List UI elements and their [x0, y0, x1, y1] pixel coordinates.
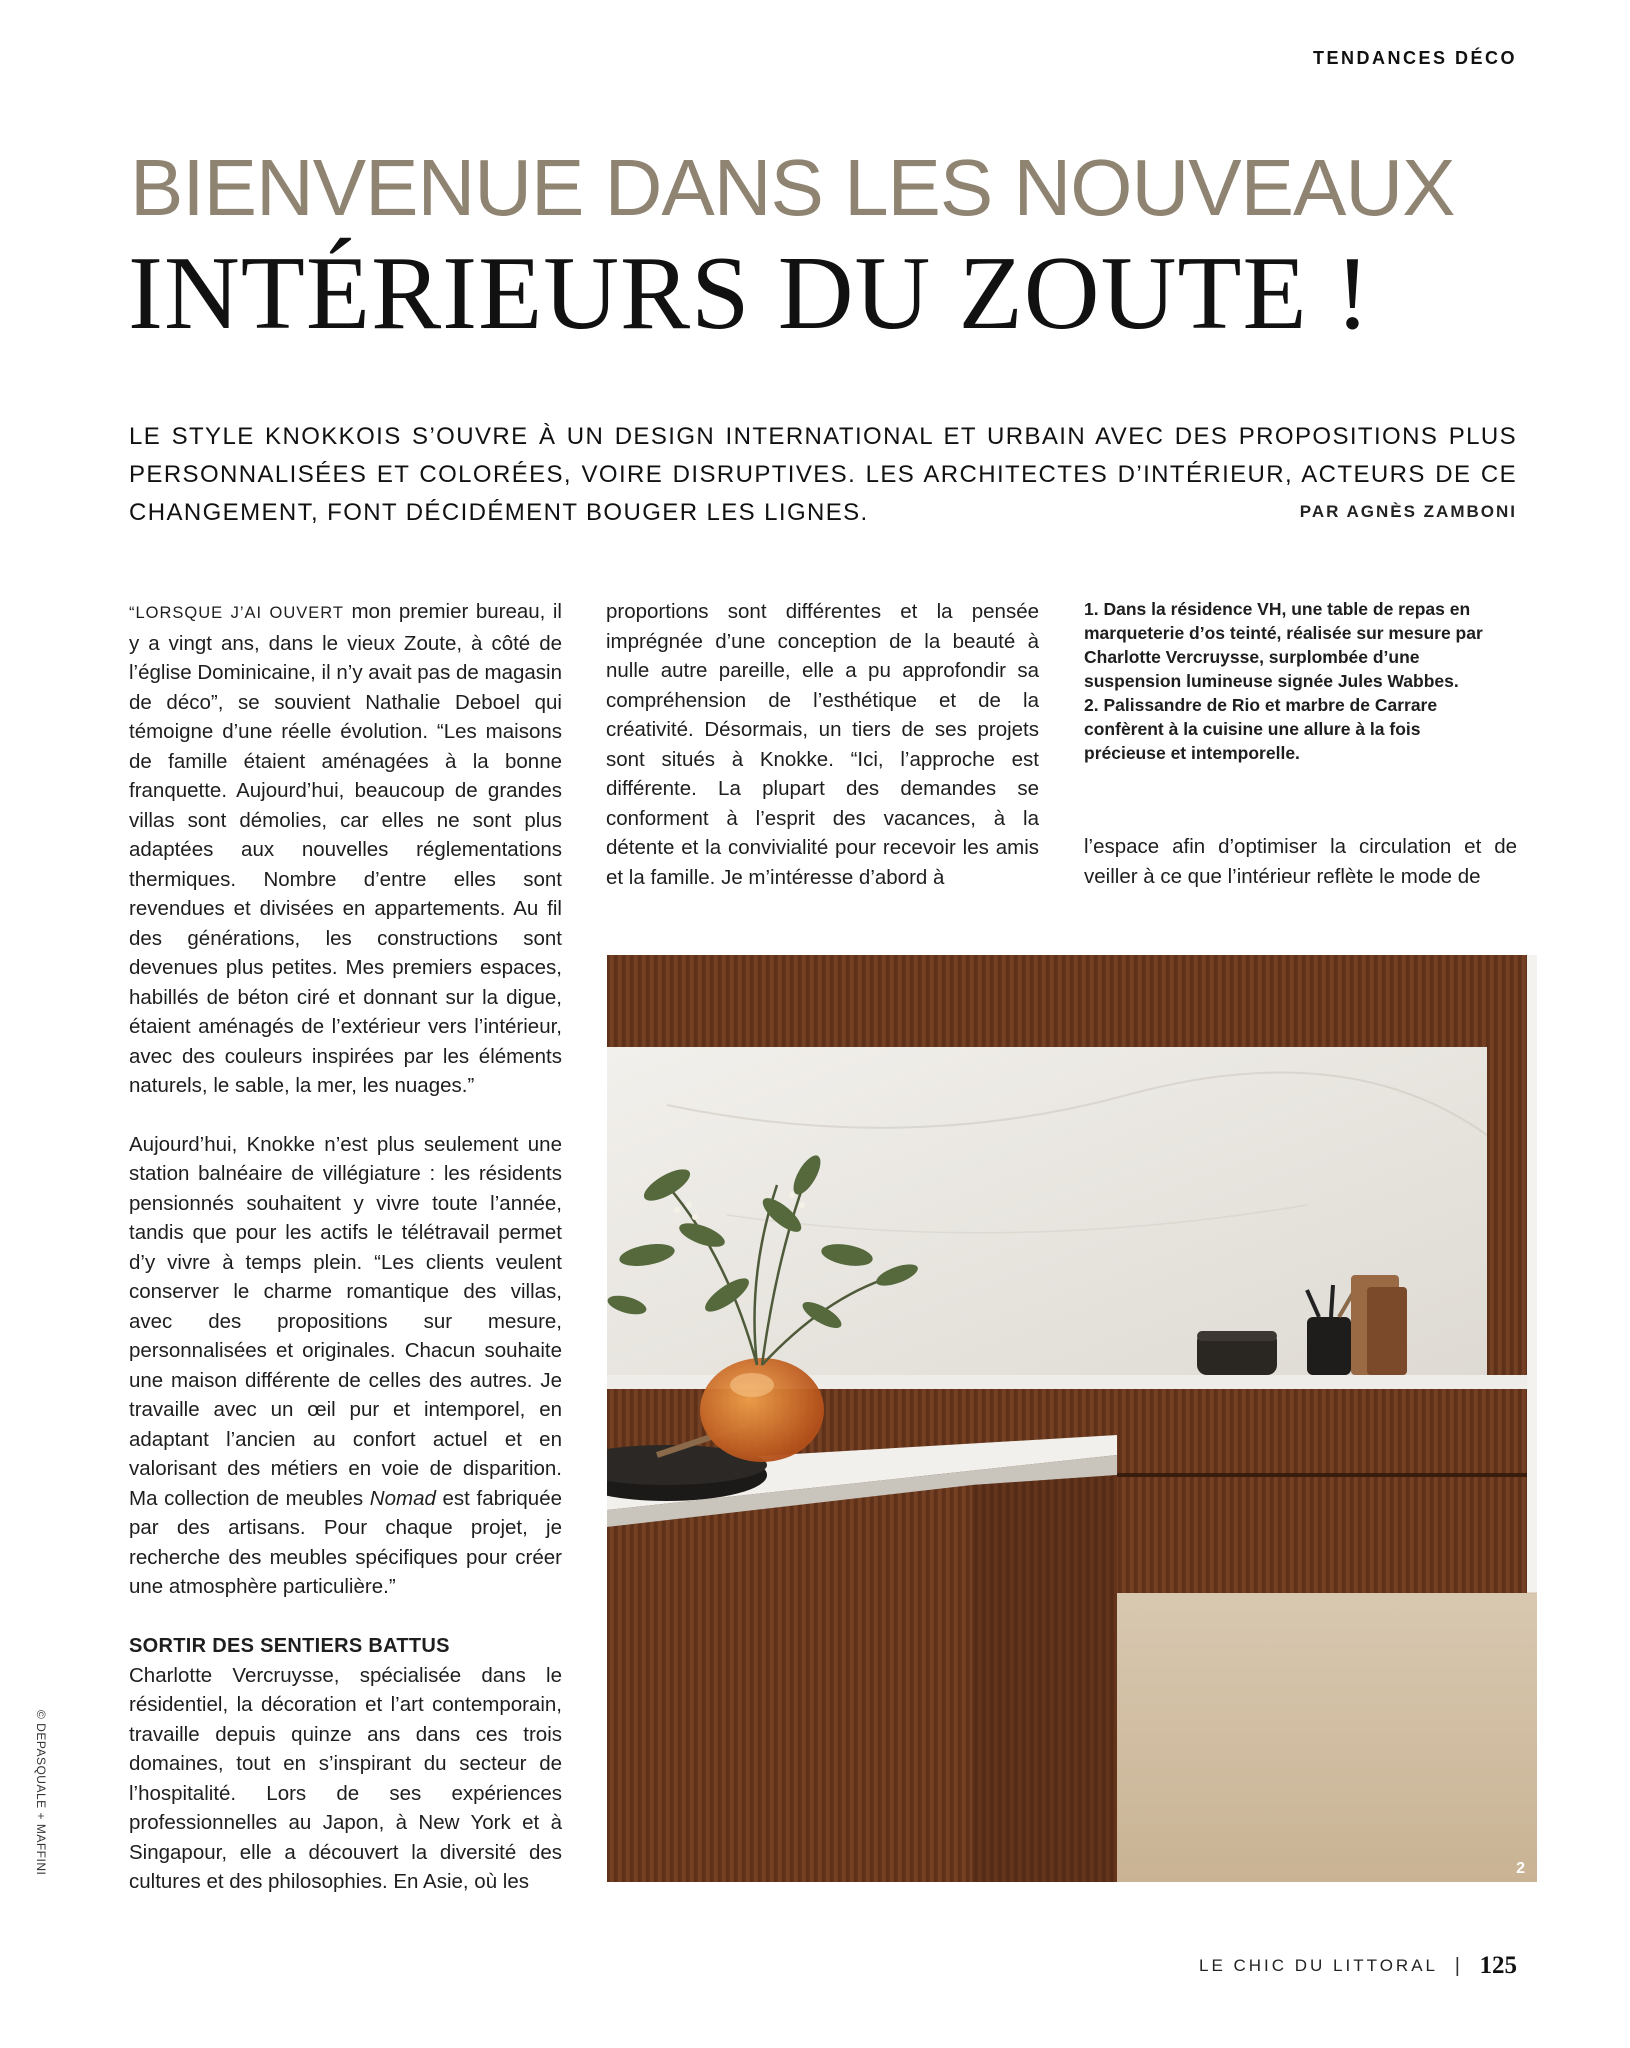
paragraph-text: est fabriquée par des artisans. Pour chaque projet, je recherche des meubles spécifiques pour créer une atmosphère particulière.”	[129, 1486, 562, 1598]
subheading: SORTIR DES SENTIERS BATTUS	[129, 1634, 450, 1657]
photo-number: 2	[1516, 1860, 1525, 1877]
kitchen-photo	[607, 955, 1537, 1882]
paragraph	[129, 1130, 562, 1602]
headline-line-2: INTÉRIEURS DU ZOUTE !	[128, 234, 1371, 351]
paragraph-text: mon premier bureau, il y a vingt ans, dans le vieux Zoute, à côté de l’église Dominicaine, il n’y avait pas de magasin de déco”, se souvient Nathalie Deboel qui témoigne d’une réelle évolution. “Les maisons de famille étaient aménagées à la bonne franquette. Aujourd’hui, beaucoup de grandes villas sont démolies, car elles ne sont plus adaptées aux nouvelles réglementations thermiques. Nombre d’entre elles sont revendues et divisées en appartements. Au fil des générations, les constructions sont devenues plus petites. Mes premiers espaces, habillés de béton ciré et donnant sur la digue, étaient aménagés de l’extérieur vers l’intérieur, avec des couleurs inspirées par les éléments naturels, le sable, la mer, les nuages.”	[129, 600, 562, 1097]
kitchen-illustration	[607, 955, 1537, 1882]
article-column-3	[1084, 832, 1517, 891]
photo-captions	[1084, 597, 1484, 765]
article-column-2	[606, 597, 1039, 892]
caption-1	[1084, 597, 1484, 693]
article-column-1	[129, 597, 562, 1926]
paragraph-text: Aujourd’hui, Knokke n’est plus seulement une station balnéaire de villégiature : les résidents pensionnés souhaitent y vivre toute l’année, tandis que pour les actifs le télétravail permet d’y vivre à temps plein. “Les clients veulent conserver le charme romantique des villas, avec des propositions sur mesure, personnalisées et originales. Chacun souhaite une maison différente de celles des autres. Je travaille avec un œil pur et intemporel, en adaptant l’ancien au confort actuel et en valorisant des métiers en voie de disparition. Ma collection de meubles	[129, 1132, 562, 1510]
caption-number: 2.	[1084, 695, 1099, 715]
caption-text: Dans la résidence VH, une table de repas en marqueterie d’os teinté, réalisée sur mesure par Charlotte Vercruysse, surplombée d’une suspension lumineuse signée Jules Wabbes.	[1084, 599, 1483, 691]
byline: PAR AGNÈS ZAMBONI	[1299, 502, 1517, 521]
headline-line-1: BIENVENUE DANS LES NOUVEAUX	[130, 143, 1455, 232]
page-number: 125	[1479, 1952, 1517, 1979]
paragraph: Charlotte Vercruysse, spécialisée dans le résidentiel, la décoration et l’art contemporain, travaille depuis quinze ans dans ces trois domaines, tout en s’inspirant du secteur de l’hospitalité. Lors de ses expériences professionnelles au Japon, à New York et à Singapour, elle a découvert la diversité des cultures et des philosophies. En Asie, où les	[129, 1663, 562, 1893]
lead-in: “LORSQUE J’AI OUVERT	[129, 604, 344, 622]
magazine-name: LE CHIC DU LITTORAL	[1198, 1956, 1438, 1975]
caption-text: Palissandre de Rio et marbre de Carrare confèrent à la cuisine une allure à la fois précieuse et intemporelle.	[1084, 695, 1438, 763]
collection-name: Nomad	[369, 1486, 436, 1510]
footer-separator: |	[1454, 1955, 1460, 1977]
paragraph: proportions sont différentes et la pensée imprégnée d’une conception de la beauté à nulle autre pareille, elle a pu approfondir sa compréhension de l’esthétique et de la créativité. Désormais, un tiers de ses projets sont situés à Knokke. “Ici, l’approche est différente. La plupart des demandes se conforment à l’esprit des vacances, à la détente et la convivialité pour recevoir les amis et la famille. Je m’intéresse d’abord à	[606, 600, 1039, 889]
caption-2	[1084, 693, 1484, 765]
photo-credit: © DEPASQUALE + MAFFINI	[34, 1710, 48, 1876]
intro-standfirst: LE STYLE KNOKKOIS S’OUVRE À UN DESIGN INTERNATIONAL ET URBAIN AVEC DES PROPOSITIONS PLUS PERSONNALISÉES ET COLORÉES, VOIRE DISRUPTIVES. LES ARCHITECTES D’INTÉRIEUR, ACTEURS DE CE CHANGEMENT, FONT DÉCIDÉMENT BOUGER LES LIGNES.	[129, 423, 1517, 526]
paragraph	[129, 597, 562, 1101]
section-label: TENDANCES DÉCO	[1312, 48, 1517, 68]
caption-number: 1.	[1084, 599, 1099, 619]
paragraph: l’espace afin d’optimiser la circulation et de veiller à ce que l’intérieur reflète le mode de	[1084, 835, 1517, 888]
